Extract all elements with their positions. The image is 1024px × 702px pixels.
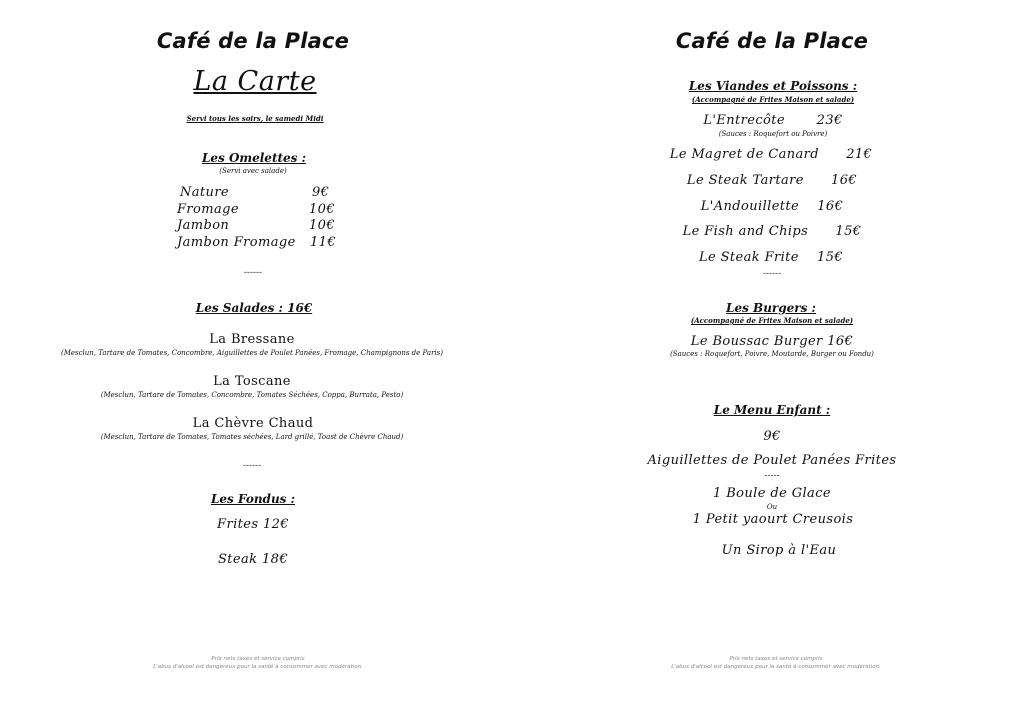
menu-enfant-dessert-2: 1 Petit yaourt Creusois — [692, 512, 854, 527]
omelette-name: Jambon — [177, 218, 230, 233]
salad-name: La Chèvre Chaud — [192, 416, 314, 431]
salad-description: (Mesclun, Tartare de Tomates, Concombre, Aiguillettes de Poulet Panées, Fromage, Champignons de Paris) — [61, 349, 443, 357]
menu-enfant-dessert-1: 1 Boule de Glace — [713, 486, 831, 501]
omelette-price: 11€ — [310, 235, 337, 250]
separator: ------ — [762, 269, 782, 279]
salades-heading: Les Salades : 16€ — [195, 301, 313, 315]
omelettes-heading: Les Omelettes : — [201, 151, 307, 165]
omelette-name: Jambon Fromage — [177, 235, 296, 250]
menu-enfant-price: 9€ — [763, 429, 781, 444]
omelette-price: 10€ — [309, 218, 336, 233]
burgers-heading: Les Burgers : — [726, 301, 816, 315]
separator: ------ — [243, 268, 263, 278]
footer-tax-note: Prix nets taxes et service compris — [211, 656, 305, 662]
viande-item: Le Steak Frite 15€ — [698, 250, 844, 265]
right-brand-title: Café de la Place — [675, 29, 869, 53]
omelette-price: 10€ — [309, 202, 336, 217]
menu-enfant-drink: Un Sirop à l'Eau — [721, 543, 837, 558]
salad-name: La Toscane — [213, 374, 291, 389]
viande-item: Le Fish and Chips 15€ — [682, 224, 862, 239]
viande-item: L'Andouillette 16€ — [700, 199, 844, 214]
viandes-heading: Les Viandes et Poissons : — [688, 79, 858, 93]
salad-description: (Mesclun, Tartare de Tomates, Tomates séchées, Lard grillé, Toast de Chèvre Chaud) — [100, 433, 404, 441]
menu-enfant-heading: Le Menu Enfant : — [713, 403, 831, 417]
burgers-note: (Accompagné de Frites Maison et salade) — [690, 316, 854, 325]
omelettes-note: (Servi avec salade) — [219, 167, 287, 175]
footer-alcohol-note: L'abus d'alcool est dangereux pour la santé à consommer avec modération. — [153, 664, 363, 670]
viandes-note: (Accompagné de Frites Maison et salade) — [691, 95, 855, 104]
burger-sauce-note: (Sauces : Roquefort, Poivre, Moutarde, Burger ou Fondu) — [670, 350, 874, 358]
salad-name: La Bressane — [209, 332, 295, 347]
viande-item: Le Magret de Canard 21€ — [669, 147, 873, 162]
footer-alcohol-note: L'abus d'alcool est dangereux pour la santé à consommer avec modération. — [671, 664, 881, 670]
entrecote-sauce-note: (Sauces : Roquefort ou Poivre) — [718, 130, 828, 138]
separator: ------ — [242, 461, 262, 471]
fondu-item: Steak 18€ — [218, 552, 288, 567]
footer-tax-note: Prix nets taxes et service compris — [729, 656, 823, 662]
menu-title: La Carte — [193, 66, 317, 97]
viande-item: Le Steak Tartare 16€ — [686, 173, 858, 188]
omelette-name: Nature — [180, 185, 230, 200]
fondu-item: Frites 12€ — [217, 517, 289, 532]
service-hours: Servi tous les soirs, le samedi Midi — [186, 114, 324, 123]
viande-item: L'Entrecôte 23€ — [703, 113, 843, 128]
burger-item: Le Boussac Burger 16€ — [690, 334, 854, 349]
fondus-heading: Les Fondus : — [210, 492, 296, 506]
omelette-price: 9€ — [312, 185, 330, 200]
left-brand-title: Café de la Place — [156, 29, 350, 53]
separator: ----- — [764, 471, 780, 481]
menu-enfant-main: Aiguillettes de Poulet Panées Frites — [647, 453, 897, 468]
omelette-name: Fromage — [177, 202, 239, 217]
menu-enfant-or: Ou — [766, 503, 778, 511]
salad-description: (Mesclun, Tartare de Tomates, Concombre, Tomates Séchées, Coppa, Burrata, Pesto) — [100, 391, 404, 399]
